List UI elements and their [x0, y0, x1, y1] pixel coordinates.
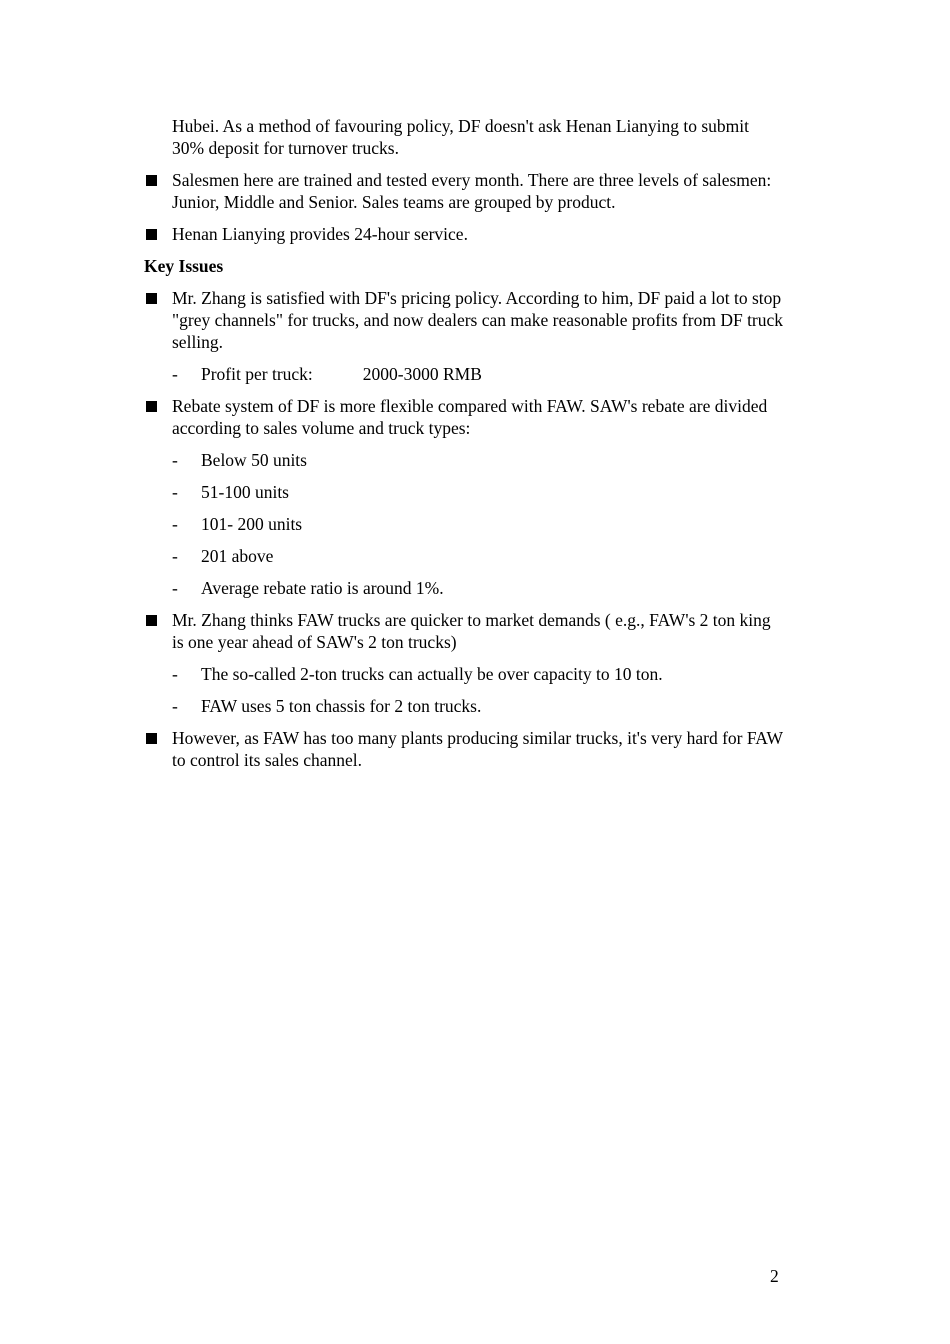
sub-item-text: 101- 200 units	[201, 514, 303, 534]
bullet-item	[144, 169, 784, 213]
square-bullet-icon	[146, 615, 157, 626]
page-content	[144, 115, 784, 781]
page-number: 2	[770, 1266, 779, 1286]
sub-item	[144, 663, 784, 685]
dash-marker: -	[172, 696, 178, 716]
sub-item	[144, 481, 784, 503]
square-bullet-icon	[146, 733, 157, 744]
sub-item	[144, 545, 784, 567]
bullet-item	[144, 609, 784, 653]
sub-item-text: The so-called 2-ton trucks can actually be over capacity to 10 ton.	[201, 664, 663, 684]
bullet-text: However, as FAW has too many plants producing similar trucks, it's very hard for FAW to control its sales channel.	[172, 728, 783, 770]
sub-item-text: 51-100 units	[201, 482, 289, 502]
sub-item	[144, 363, 784, 385]
sub-item	[144, 449, 784, 471]
dash-marker: -	[172, 664, 178, 684]
dash-marker: -	[172, 482, 178, 502]
dash-marker: -	[172, 514, 178, 534]
bullet-text: Henan Lianying provides 24-hour service.	[172, 224, 468, 244]
dash-marker: -	[172, 364, 178, 384]
square-bullet-icon	[146, 229, 157, 240]
dash-marker: -	[172, 450, 178, 470]
bullet-text: Salesmen here are trained and tested every month. There are three levels of salesmen: Junior, Middle and Senior. Sales teams are grouped by product.	[172, 170, 772, 212]
square-bullet-icon	[146, 401, 157, 412]
sub-item-value: 2000-3000 RMB	[362, 364, 482, 384]
sub-item-text: 201 above	[201, 546, 274, 566]
sub-item	[144, 513, 784, 535]
sub-item-text: Below 50 units	[201, 450, 307, 470]
section-heading: Key Issues	[144, 256, 224, 276]
sub-item-text: Average rebate ratio is around 1%.	[201, 578, 444, 598]
bullet-item	[144, 727, 784, 771]
bullet-text: Mr. Zhang is satisfied with DF's pricing policy. According to him, DF paid a lot to stop "grey channels" for trucks, and now dealers can make reasonable profits from DF truck selling.	[172, 288, 784, 352]
sub-item	[144, 577, 784, 599]
dash-marker: -	[172, 546, 178, 566]
square-bullet-icon	[146, 293, 157, 304]
bullet-text: Rebate system of DF is more flexible compared with FAW. SAW's rebate are divided according to sales volume and truck types:	[172, 396, 768, 438]
sub-item-label: Profit per truck:	[201, 364, 313, 384]
bullet-text: Mr. Zhang thinks FAW trucks are quicker to market demands ( e.g., FAW's 2 ton king is one year ahead of SAW's 2 ton trucks)	[172, 610, 771, 652]
dash-marker: -	[172, 578, 178, 598]
sub-item	[144, 695, 784, 717]
sub-item-text: FAW uses 5 ton chassis for 2 ton trucks.	[201, 696, 482, 716]
bullet-item	[144, 223, 784, 245]
bullet-item	[144, 395, 784, 439]
bullet-item	[144, 287, 784, 353]
square-bullet-icon	[146, 175, 157, 186]
continuation-paragraph: Hubei. As a method of favouring policy, DF doesn't ask Henan Lianying to submit 30% deposit for turnover trucks.	[172, 116, 750, 158]
